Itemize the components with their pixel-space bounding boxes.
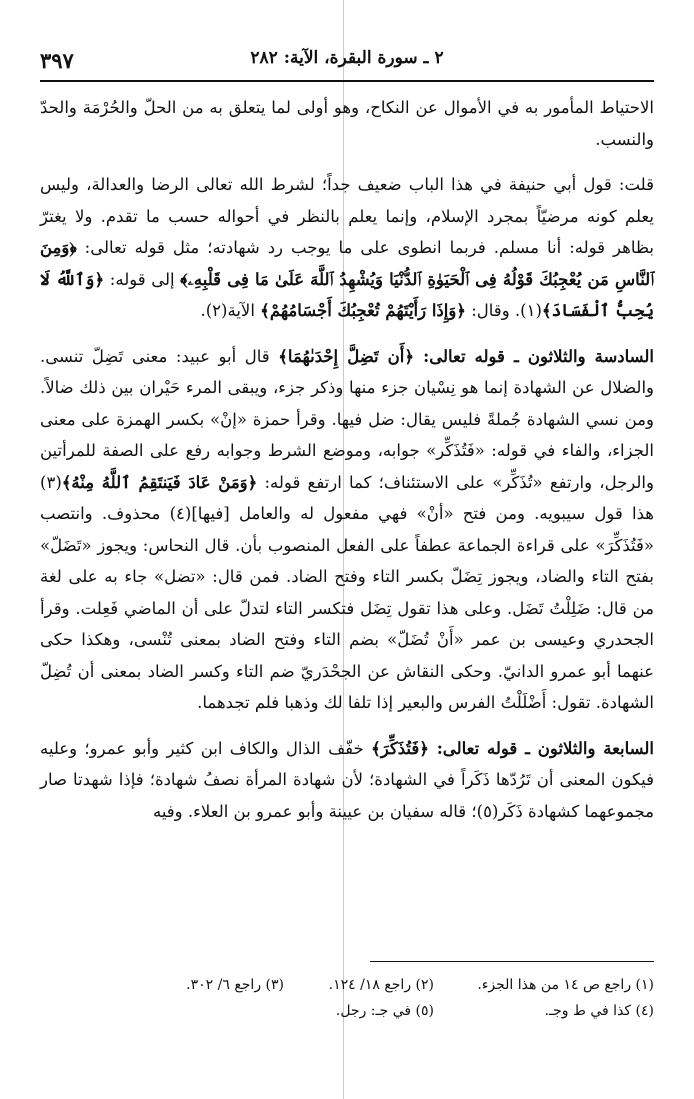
- text-run: الآية(٢).: [200, 301, 261, 320]
- text-run: خفّف الذال والكاف ابن كثير وأبو عمرو؛ وعليه فيكون المعنى أن تَرُدّها ذَكَراً في الشهادة؛ لأن شهادة المرأة نصفُ شهادة؛ فإذا شهدتا صار مجموعهما كشهادة ذَكَر(٥)؛ قاله سفيان بن عيينة وأبو عمرو بن العلاء. وفيه: [40, 738, 654, 821]
- footnote-2: (٢) راجع ١٨/ ١٢٤.: [328, 977, 434, 993]
- body-text: [40, 92, 654, 827]
- page-number: ٣٩٧: [40, 48, 74, 73]
- text-run: قلت: قول أبي حنيفة في هذا الباب ضعيف جداً؛ لشرط الله تعالى الرضا والعدالة، وليس يعلم كونه مرضيّاً بمجرد الإسلام، وإنما يعلم بالنظر في أحواله حسب ما تقدم. ولا يغترّ بظاهر قوله: أنا مسلم. فربما انطوى على ما يوجب رد شهادته؛ مثل قوله تعالى:: [40, 175, 655, 257]
- text-run: (٣) هذا قول سيبويه. ومن فتح «أنْ» فهي مفعول له والعامل [فيها](٤) محذوف. وانتصب «فَتُذَكِّرَ» على قراءة الجماعة عطفاً على الفعل المنصوب بأن. قال النحاس: ويجوز «تَضَلّ» بفتح التاء والضاد، ويجوز تِضَلّ بكسر التاء وفتح الضاد. فمن قال: «تضل» جاء به على لغة من قال: ضَلِلْتُ تَضَل. وعلى هذا تقول تِضَل فتكسر التاء لتدلّ على أن الماضي فَعِلت. وقرأ الجحدري وعيسى بن عمر «أَنْ تُضَلّ» بضم التاء وفتح الضاد بمعنى تُنْسى، وهكذا حكى عنهما أبو عمرو الدانيّ. وحكى النقاش عن الجحْدَريّ ضم التاء وكسر الضاد بمعنى أن تُضِلّ الشهادة. تقول: أَضْلَلْتُ الفرس والبعير إذا تلفا لك وذهبا فلم تجدهما.: [40, 472, 654, 712]
- header-rule: [40, 80, 654, 82]
- footnote-3: (٣) راجع ٦/ ٣٠٢.: [186, 977, 284, 993]
- footnote-row: [40, 972, 654, 998]
- footnotes: [40, 972, 654, 1024]
- footnote-row: [40, 998, 654, 1024]
- footnote-rule: [370, 961, 654, 962]
- page-header: [40, 44, 654, 82]
- paragraph: [40, 733, 654, 828]
- footnote-4: (٤) كذا في ط وجـ.: [544, 1003, 654, 1019]
- paragraph: [40, 92, 654, 155]
- footnote-5: (٥) في جـ: رجل.: [335, 1003, 434, 1019]
- text-run: (١). وقال:: [465, 301, 542, 320]
- running-title: ٢ ـ سورة البقرة، الآية: ٢٨٢: [250, 48, 444, 68]
- section-heading: السادسة والثلاثون ـ قوله تعالى:: [414, 346, 654, 366]
- quran-verse: ﴿وَإِذَا رَأَيْتَهُمْ تُعْجِبُكَ أَجْسَامُهُمْ﴾: [260, 301, 466, 320]
- text-run: قال أبو عبيد: معنى تَضِلّ تنسى. والضلال عن الشهادة إنما هو نِسْيان جزء منها وذكر جزء، ويبقى المرء حَيْران بين ذلك ضالاً. ومن نسي الشهادة جُملةً فليس يقال: ضل فيها. وقرأ حمزة «إنْ» بكسر الهمزة على معنى الجزاء، والفاء في قوله: «فَتُذَكِّر» جوابه، وموضع الشرط وجوابه رفع على الصفة للمرأتين والرجل، وارتفع «تُذَكِّر» على الاستئناف؛ كما ارتفع قوله:: [40, 346, 654, 492]
- quran-verse: ﴿وَٱللَّهُ لَا يُحِبُّ ٱلْفَسَادَ﴾: [40, 269, 654, 320]
- footnote-1: (١) راجع ص ١٤ من هذا الجزء.: [477, 977, 654, 993]
- text-run: الاحتياط المأمور به في الأموال عن النكاح، وهو أولى لما يتعلق به من الحلّ والحُرْمَة والحدّ والنسب.: [40, 98, 654, 149]
- quran-verse: ﴿وَمَنْ عَادَ فَيَنتَقِمُ ٱللَّهُ مِنْهُ﴾: [61, 472, 258, 492]
- paragraph: [40, 169, 654, 327]
- section-heading: السابعة والثلاثون ـ قوله تعالى:: [428, 738, 654, 758]
- quran-verse: ﴿وَمِنَ ٱلنَّاسِ مَن يُعْجِبُكَ قَوْلُهُ فِى ٱلْحَيَوٰةِ ٱلدُّنْيَا وَيُشْهِدُ ٱللَّهَ عَلَىٰ مَا فِى قَلْبِهِۦ﴾: [40, 238, 654, 289]
- paragraph: [40, 341, 654, 719]
- quran-verse: ﴿أَن تَضِلَّ إِحْدَىٰهُمَا﴾: [278, 346, 415, 366]
- text-run: إلى قوله:: [104, 269, 181, 289]
- quran-verse: ﴿فَتُذَكِّرَ﴾: [371, 738, 429, 758]
